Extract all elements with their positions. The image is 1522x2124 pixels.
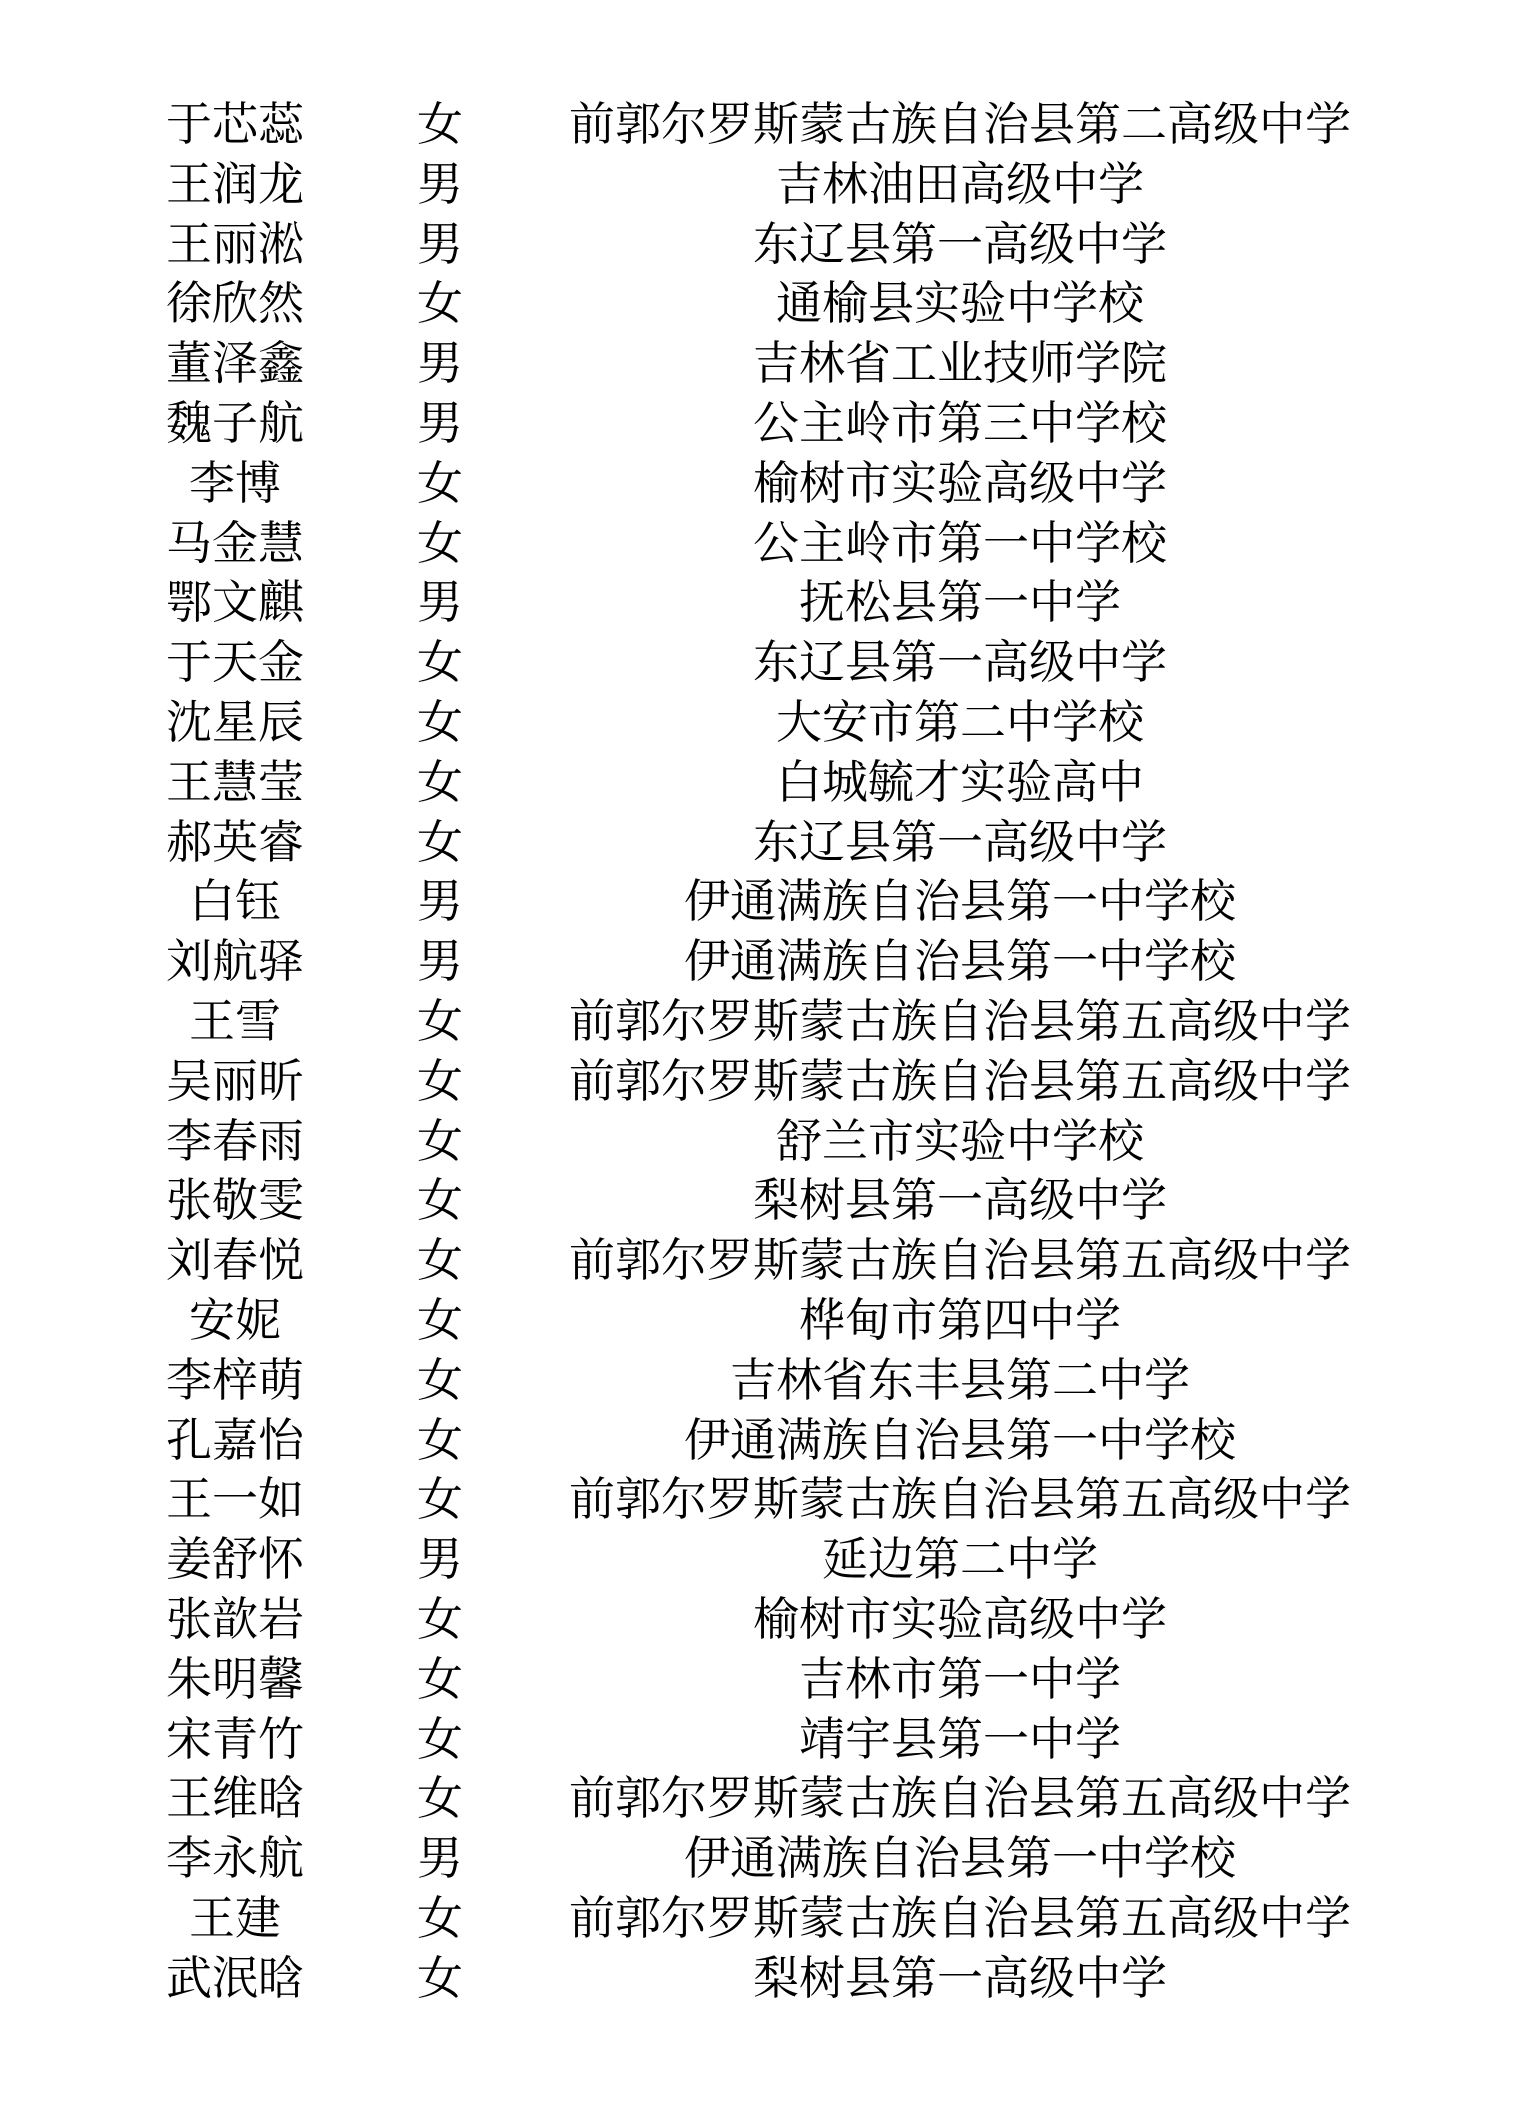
student-name: 刘春悦 bbox=[166, 1233, 304, 1288]
student-name: 李梓萌 bbox=[166, 1352, 304, 1407]
roster-row bbox=[0, 1171, 1522, 1231]
student-gender: 男 bbox=[417, 1831, 463, 1886]
student-school: 榆树市实验高级中学 bbox=[753, 455, 1167, 510]
student-school: 吉林省工业技师学院 bbox=[753, 336, 1167, 391]
roster-row bbox=[0, 1530, 1522, 1590]
student-school: 东辽县第一高级中学 bbox=[753, 216, 1167, 271]
student-name: 郝英睿 bbox=[166, 814, 304, 869]
student-name: 王建 bbox=[189, 1890, 281, 1945]
student-school: 桦甸市第四中学 bbox=[799, 1292, 1121, 1347]
student-school: 东辽县第一高级中学 bbox=[753, 814, 1167, 869]
student-gender: 女 bbox=[417, 1890, 463, 1945]
student-name: 鄂文麒 bbox=[166, 575, 304, 630]
student-gender: 女 bbox=[417, 1412, 463, 1467]
student-school: 舒兰市实验中学校 bbox=[776, 1113, 1144, 1168]
student-gender: 女 bbox=[417, 1711, 463, 1766]
student-school: 榆树市实验高级中学 bbox=[753, 1591, 1167, 1646]
student-gender: 女 bbox=[417, 1472, 463, 1527]
student-name: 徐欣然 bbox=[166, 276, 304, 331]
student-gender: 女 bbox=[417, 455, 463, 510]
student-school: 公主岭市第一中学校 bbox=[753, 515, 1167, 570]
student-name: 董泽鑫 bbox=[166, 336, 304, 391]
student-school: 大安市第二中学校 bbox=[776, 694, 1144, 749]
roster-row bbox=[0, 1351, 1522, 1411]
student-name: 吴丽昕 bbox=[166, 1053, 304, 1108]
student-school: 前郭尔罗斯蒙古族自治县第五高级中学 bbox=[569, 993, 1351, 1048]
student-school: 伊通满族自治县第一中学校 bbox=[684, 934, 1236, 989]
student-gender: 女 bbox=[417, 1113, 463, 1168]
student-school: 伊通满族自治县第一中学校 bbox=[684, 1831, 1236, 1886]
student-school: 前郭尔罗斯蒙古族自治县第五高级中学 bbox=[569, 1890, 1351, 1945]
student-gender: 女 bbox=[417, 814, 463, 869]
student-name: 朱明馨 bbox=[166, 1651, 304, 1706]
student-school: 吉林省东丰县第二中学 bbox=[730, 1352, 1190, 1407]
roster-row bbox=[0, 1590, 1522, 1650]
student-school: 通榆县实验中学校 bbox=[776, 276, 1144, 331]
student-gender: 女 bbox=[417, 754, 463, 809]
student-gender: 女 bbox=[417, 97, 463, 151]
student-school: 梨树县第一高级中学 bbox=[753, 1950, 1167, 2005]
student-gender: 男 bbox=[417, 336, 463, 391]
roster-row bbox=[0, 514, 1522, 574]
student-name: 沈星辰 bbox=[166, 694, 304, 749]
roster-row bbox=[0, 1052, 1522, 1112]
student-name: 王慧莹 bbox=[166, 754, 304, 809]
student-gender: 女 bbox=[417, 1591, 463, 1646]
roster-row bbox=[0, 1889, 1522, 1949]
roster-row bbox=[0, 573, 1522, 633]
student-gender: 女 bbox=[417, 276, 463, 331]
student-school: 公主岭市第三中学校 bbox=[753, 395, 1167, 450]
student-gender: 女 bbox=[417, 1352, 463, 1407]
student-school: 延边第二中学 bbox=[822, 1532, 1098, 1587]
student-name: 孔嘉怡 bbox=[166, 1412, 304, 1467]
student-school: 梨树县第一高级中学 bbox=[753, 1173, 1167, 1228]
student-school: 吉林市第一中学 bbox=[799, 1651, 1121, 1706]
student-gender: 女 bbox=[417, 1950, 463, 2005]
student-gender: 男 bbox=[417, 216, 463, 271]
roster-row bbox=[0, 1949, 1522, 2009]
student-gender: 女 bbox=[417, 1053, 463, 1108]
student-name: 张歆岩 bbox=[166, 1591, 304, 1646]
roster-row bbox=[0, 932, 1522, 992]
student-gender: 女 bbox=[417, 635, 463, 690]
student-name: 白钰 bbox=[189, 874, 281, 929]
student-school: 吉林油田高级中学 bbox=[776, 156, 1144, 211]
student-name: 王丽淞 bbox=[166, 216, 304, 271]
roster-row bbox=[0, 215, 1522, 275]
roster-row bbox=[0, 992, 1522, 1052]
student-name: 王润龙 bbox=[166, 156, 304, 211]
student-gender: 男 bbox=[417, 156, 463, 211]
student-school: 东辽县第一高级中学 bbox=[753, 635, 1167, 690]
student-gender: 女 bbox=[417, 1173, 463, 1228]
roster-row bbox=[0, 274, 1522, 334]
student-gender: 男 bbox=[417, 874, 463, 929]
roster-row bbox=[0, 334, 1522, 394]
student-school: 抚松县第一中学 bbox=[799, 575, 1121, 630]
roster-row bbox=[0, 633, 1522, 693]
student-name: 李永航 bbox=[166, 1831, 304, 1886]
student-gender: 男 bbox=[417, 934, 463, 989]
student-name: 李春雨 bbox=[166, 1113, 304, 1168]
student-gender: 女 bbox=[417, 515, 463, 570]
roster-row bbox=[0, 1291, 1522, 1351]
student-name: 马金慧 bbox=[166, 515, 304, 570]
roster-row bbox=[0, 1829, 1522, 1889]
student-school: 前郭尔罗斯蒙古族自治县第二高级中学 bbox=[569, 97, 1351, 151]
student-gender: 女 bbox=[417, 1651, 463, 1706]
roster-row bbox=[0, 1769, 1522, 1829]
roster-row bbox=[0, 872, 1522, 932]
roster-row bbox=[0, 693, 1522, 753]
student-name: 刘航驿 bbox=[166, 934, 304, 989]
student-school: 伊通满族自治县第一中学校 bbox=[684, 874, 1236, 929]
roster-row bbox=[0, 1470, 1522, 1530]
roster-row bbox=[0, 454, 1522, 514]
student-school: 伊通满族自治县第一中学校 bbox=[684, 1412, 1236, 1467]
student-name: 王一如 bbox=[166, 1472, 304, 1527]
roster-row bbox=[0, 394, 1522, 454]
student-school: 白城毓才实验高中 bbox=[776, 754, 1144, 809]
student-name: 王维晗 bbox=[166, 1771, 304, 1826]
student-gender: 男 bbox=[417, 395, 463, 450]
student-gender: 女 bbox=[417, 694, 463, 749]
student-gender: 男 bbox=[417, 1532, 463, 1587]
student-name: 张敬雯 bbox=[166, 1173, 304, 1228]
roster-row bbox=[0, 1231, 1522, 1291]
roster-row bbox=[0, 1650, 1522, 1710]
student-name: 宋青竹 bbox=[166, 1711, 304, 1766]
roster-row bbox=[0, 1411, 1522, 1471]
student-name: 李博 bbox=[189, 455, 281, 510]
roster-row bbox=[0, 95, 1522, 155]
student-school: 前郭尔罗斯蒙古族自治县第五高级中学 bbox=[569, 1771, 1351, 1826]
student-name: 于芯蕊 bbox=[166, 97, 304, 151]
roster-row bbox=[0, 1710, 1522, 1770]
student-gender: 男 bbox=[417, 575, 463, 630]
student-name: 武泯晗 bbox=[166, 1950, 304, 2005]
student-gender: 女 bbox=[417, 1233, 463, 1288]
student-gender: 女 bbox=[417, 1771, 463, 1826]
roster-row bbox=[0, 753, 1522, 813]
student-gender: 女 bbox=[417, 1292, 463, 1347]
student-name: 王雪 bbox=[189, 993, 281, 1048]
roster-row bbox=[0, 155, 1522, 215]
student-name: 安妮 bbox=[189, 1292, 281, 1347]
roster-row bbox=[0, 1112, 1522, 1172]
student-name: 于天金 bbox=[166, 635, 304, 690]
student-name: 姜舒怀 bbox=[166, 1532, 304, 1587]
student-school: 前郭尔罗斯蒙古族自治县第五高级中学 bbox=[569, 1053, 1351, 1108]
student-gender: 女 bbox=[417, 993, 463, 1048]
student-school: 前郭尔罗斯蒙古族自治县第五高级中学 bbox=[569, 1472, 1351, 1527]
student-school: 靖宇县第一中学 bbox=[799, 1711, 1121, 1766]
student-roster-list bbox=[0, 95, 1522, 2009]
student-name: 魏子航 bbox=[166, 395, 304, 450]
student-school: 前郭尔罗斯蒙古族自治县第五高级中学 bbox=[569, 1233, 1351, 1288]
roster-row bbox=[0, 813, 1522, 873]
